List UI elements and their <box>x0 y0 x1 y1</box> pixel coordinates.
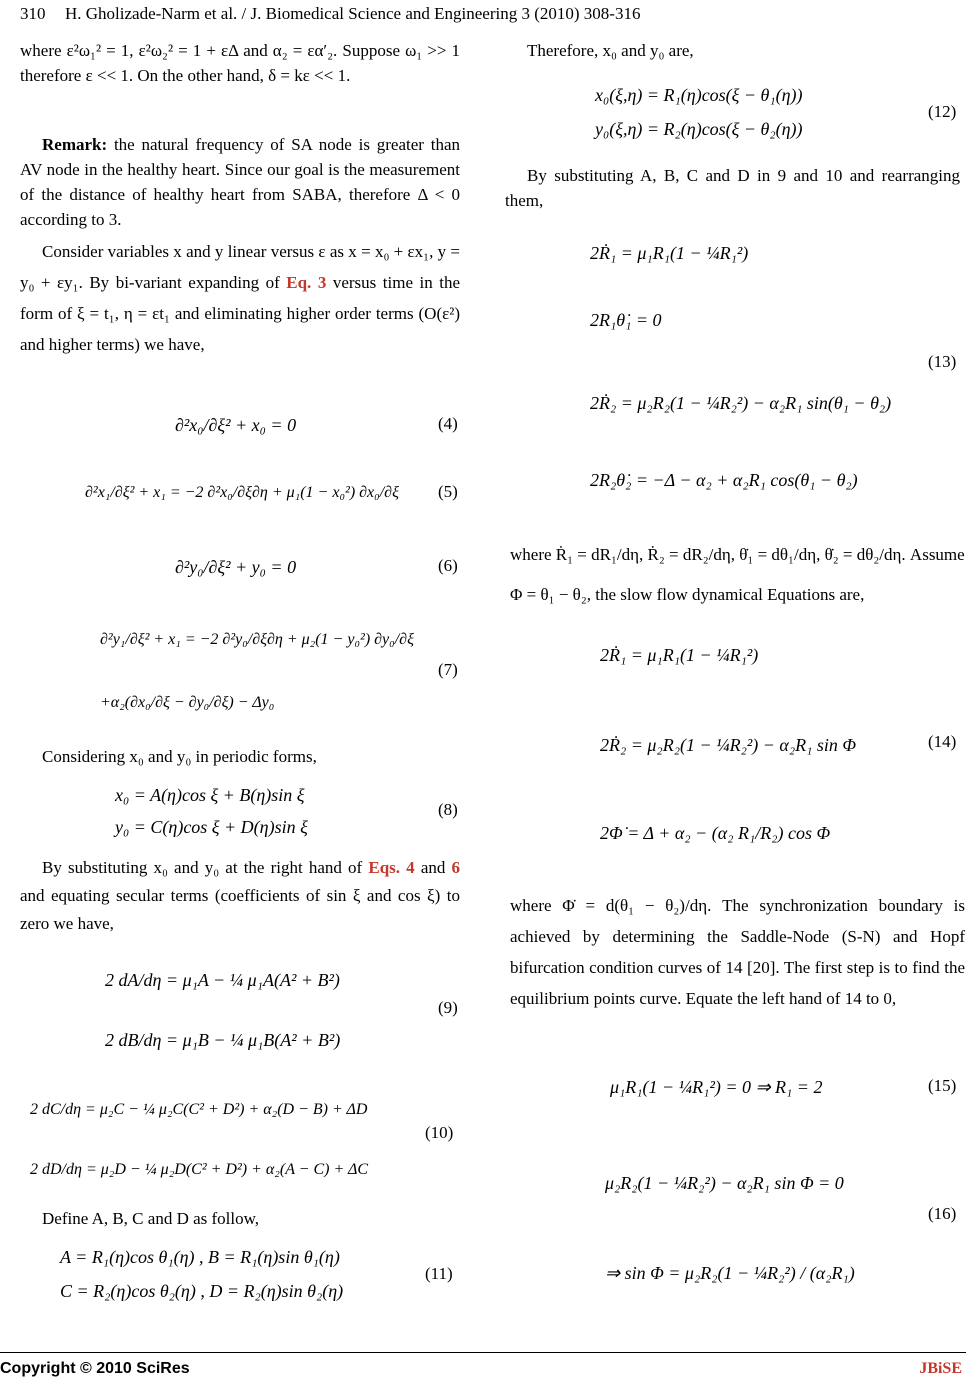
text: and equating secular terms (coefficients of sin ξ and cos ξ) to zero we have, <box>20 886 460 933</box>
equation-16-line-2: ⇒ sin Φ = μ₂R₂(1 − ¼R₂²) / (α₂R₁) <box>605 1263 855 1283</box>
equation-5: ∂²x₁/∂ξ² + x₁ = −2 ∂²x₀/∂ξ∂η + μ₁(1 − x₀²) ∂x₀/∂ξ <box>85 484 399 501</box>
journal-abbrev: JBiSE <box>919 1360 962 1377</box>
equation-8-label: (8) <box>438 800 458 819</box>
equation-16-line-1: μ₂R₂(1 − ¼R₂²) − α₂R₁ sin Φ = 0 <box>605 1173 844 1193</box>
equation-14-line-3: 2Φ̇ = Δ + α₂ − (α₂ R₁/R₂) cos Φ <box>600 823 831 843</box>
paragraph-variables <box>20 236 460 360</box>
equation-6: ∂²y₀/∂ξ² + y₀ = 0 <box>175 557 297 577</box>
equation-16-label: (16) <box>928 1204 957 1223</box>
eq-6-link[interactable]: 6 <box>451 858 461 877</box>
text: By substituting x₀ and y₀ at the right hand of <box>42 858 369 877</box>
paragraph-periodic: Considering x₀ and y₀ in periodic forms, <box>42 747 317 766</box>
paragraph-definitions: where ε²ω₁² = 1, ε²ω₂² = 1 + εΔ and α₂ = εα′₂. Suppose ω₁ >> 1 therefore ε << 1. On the other hand, δ = kε << 1. <box>20 41 460 85</box>
equation-6-label: (6) <box>438 556 458 575</box>
text: versus time in the form of ξ = t₁, η = εt₁ and eliminating higher order terms (O(ε²) and higher terms) we have, <box>20 273 460 354</box>
equation-4-label: (4) <box>438 414 458 433</box>
equation-15-label: (15) <box>928 1076 957 1095</box>
equation-9-line-2: 2 dB/dη = μ₁B − ¼ μ₁B(A² + B²) <box>105 1030 341 1050</box>
equation-11-line-1: A = R₁(η)cos θ₁(η) , B = R₁(η)sin θ₁(η) <box>60 1247 340 1267</box>
page-number: 310 <box>20 4 46 23</box>
equation-10-line-2: 2 dD/dη = μ₂D − ¼ μ₂D(C² + D²) + α₂(A − C) + ΔC <box>30 1161 369 1178</box>
copyright: Copyright © 2010 SciRes <box>0 1360 190 1377</box>
text: where Ṙ₁ = dR₁/dη, Ṙ₂ = dR₂/dη, θ̇₁ = dθ₁/dη, θ̇₂ = dθ₂/dη. Assume <box>510 545 965 564</box>
remark-label: Remark: <box>42 135 108 154</box>
equation-13-label: (13) <box>928 352 957 371</box>
equation-9-label: (9) <box>438 998 458 1017</box>
paragraph-therefore: Therefore, x₀ and y₀ are, <box>527 41 694 60</box>
equation-14-line-1: 2Ṙ₁ = μ₁R₁(1 − ¼R₁²) <box>600 645 759 665</box>
equation-13-line-2: 2R₁θ̇₁ = 0 <box>590 310 662 330</box>
text: and <box>414 858 452 877</box>
equation-13-line-1: 2Ṙ₁ = μ₁R₁(1 − ¼R₁²) <box>590 243 749 263</box>
equation-7-label: (7) <box>438 660 458 679</box>
equation-12-line-1: x₀(ξ,η) = R₁(η)cos(ξ − θ₁(η)) <box>595 85 803 105</box>
equation-12-label: (12) <box>928 102 957 121</box>
remark-text: the natural frequency of SA node is greater than AV node in the healthy heart. Since our goal is the measurement of the distance of healthy heart from SABA, therefore Δ < 0 according to 3. <box>20 135 460 229</box>
equation-13-line-4: 2R₂θ̇₂ = −Δ − α₂ + α₂R₁ cos(θ₁ − θ₂) <box>590 470 858 490</box>
paragraph-rearranging: By substituting A, B, C and D in 9 and 10 and rearranging them, <box>505 166 960 210</box>
equation-11-line-2: C = R₂(η)cos θ₂(η) , D = R₂(η)sin θ₂(η) <box>60 1281 344 1301</box>
paragraph-remark <box>20 132 460 232</box>
text: Consider variables x and y linear versus ε as x = x₀ + εx₁, y = y₀ + εy₁. By bi-variant expanding of <box>20 242 460 292</box>
paragraph-synchronization: where Φ̇ = d(θ₁ − θ₂)/dη. The synchronization boundary is achieved by determining the Saddle-Node (S-N) and Hopf bifurcation condition curves of 14 [20]. The first step is to find the equilibrium points curve. Equate the left hand of 14 to 0, <box>510 896 965 1008</box>
equation-10-label: (10) <box>425 1123 454 1142</box>
equation-14-label: (14) <box>928 732 957 751</box>
eqs-4-link[interactable]: Eqs. 4 <box>368 858 415 877</box>
equation-5-label: (5) <box>438 482 458 501</box>
footer-rule <box>0 1352 966 1353</box>
equation-10-line-1: 2 dC/dη = μ₂C − ¼ μ₂C(C² + D²) + α₂(D − B) + ΔD <box>30 1101 368 1118</box>
equation-12-line-2: y₀(ξ,η) = R₂(η)cos(ξ − θ₂(η)) <box>595 119 803 139</box>
equation-4: ∂²x₀/∂ξ² + x₀ = 0 <box>175 415 297 435</box>
equation-14-line-2: 2Ṙ₂ = μ₂R₂(1 − ¼R₂²) − α₂R₁ sin Φ <box>600 735 857 755</box>
header-title: H. Gholizade-Narm et al. / J. Biomedical Science and Engineering 3 (2010) 308-316 <box>65 4 641 23</box>
equation-15: μ₁R₁(1 − ¼R₁²) = 0 ⇒ R₁ = 2 <box>610 1077 823 1097</box>
text: Φ = θ₁ − θ₂, the slow flow dynamical Equations are, <box>510 585 865 604</box>
equation-7-line-2: +α₂(∂x₀/∂ξ − ∂y₀/∂ξ) − Δy₀ <box>100 694 275 711</box>
paragraph-substituting <box>20 854 460 938</box>
equation-8-line-2: y₀ = C(η)cos ξ + D(η)sin ξ <box>115 817 308 837</box>
equation-7-line-1: ∂²y₁/∂ξ² + x₁ = −2 ∂²y₀/∂ξ∂η + μ₂(1 − y₀²) ∂y₀/∂ξ <box>100 631 414 648</box>
equation-8-line-1: x₀ = A(η)cos ξ + B(η)sin ξ <box>115 785 305 805</box>
equation-9-line-1: 2 dA/dη = μ₁A − ¼ μ₁A(A² + B²) <box>105 970 340 990</box>
equation-11-label: (11) <box>425 1264 453 1283</box>
equation-13-line-3: 2Ṙ₂ = μ₂R₂(1 − ¼R₂²) − α₂R₁ sin(θ₁ − θ₂) <box>590 393 892 413</box>
paragraph-where-assume <box>510 535 965 615</box>
paragraph-define: Define A, B, C and D as follow, <box>42 1209 260 1228</box>
eq-3-link[interactable]: Eq. 3 <box>286 273 327 292</box>
